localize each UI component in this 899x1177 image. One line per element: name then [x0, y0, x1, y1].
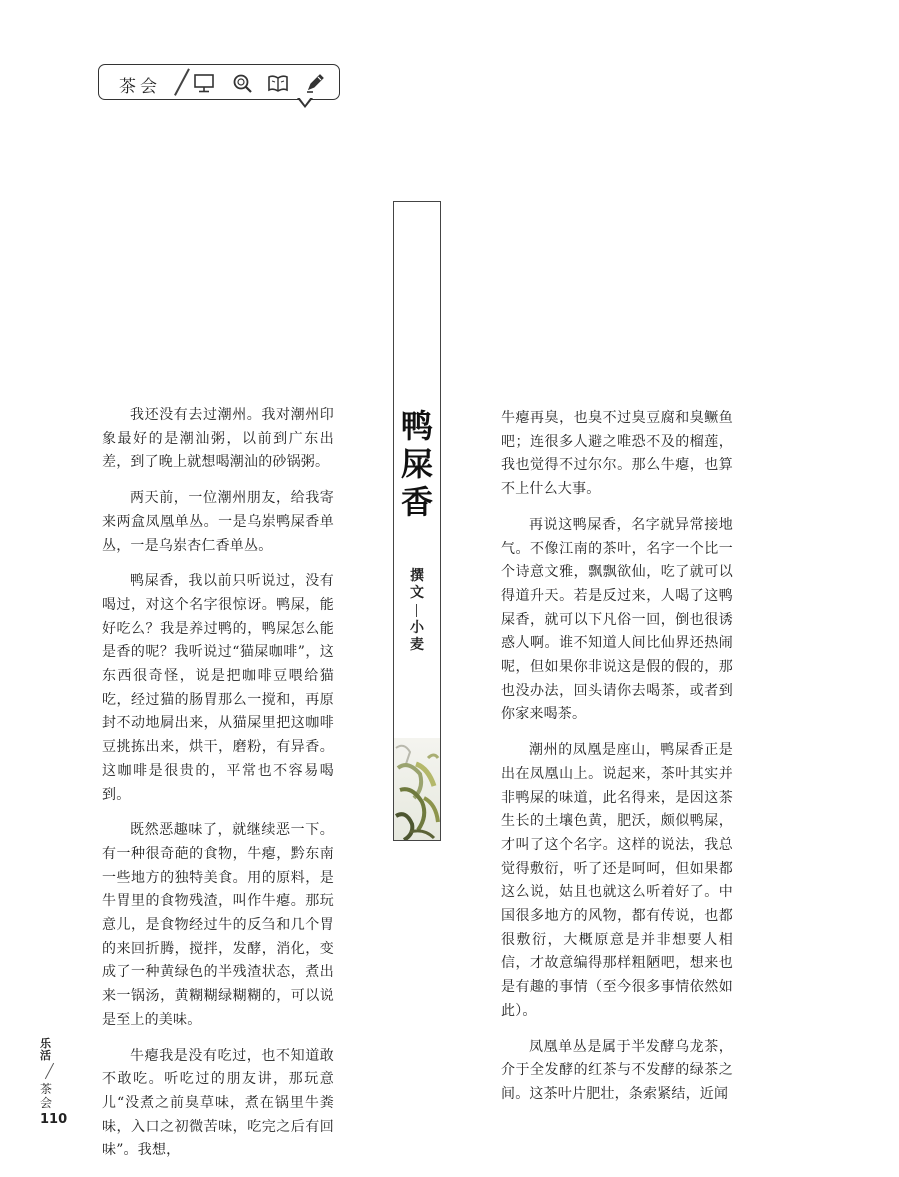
- article-left-column: [102, 404, 334, 1175]
- paragraph: 再说这鸭屎香，名字就异常接地气。不像江南的茶叶，名字一个比一个诗意文雅，飘飘欲仙，吃了就可以得道升天。若是反过来，人喝了这鸭屎香，就可以下凡俗一回，倒也很诱惑人啊。谁不知道人间比仙界还热闹呢，但如果你非说这是假的假的，那也没办法，回头请你去喝茶，或者到你家来喝茶。: [501, 516, 733, 723]
- paragraph: 牛瘪再臭，也臭不过臭豆腐和臭鳜鱼吧；连很多人避之唯恐不及的榴莲，我也觉得不过尔尔。那么牛瘪，也算不上什么大事。: [501, 410, 733, 498]
- tab-title: 茶会: [119, 77, 161, 97]
- tab-divider: [174, 68, 189, 95]
- title-bar: [393, 201, 441, 841]
- paragraph: 两天前，一位潮州朋友，给我寄来两盒凤凰单丛。一是乌岽鸭屎香单丛，一是乌岽杏仁香单丛。: [102, 490, 334, 554]
- byline-label: 撰文: [410, 568, 424, 601]
- tab-pointer-fill: [299, 97, 311, 105]
- magnifier-icon: [231, 72, 253, 94]
- folio-divider: [45, 1063, 54, 1079]
- page-folio: [40, 1037, 68, 1127]
- article-right-column: [501, 407, 733, 1119]
- byline-divider: [416, 604, 417, 617]
- paragraph: 潮州的凤凰是座山，鸭屎香正是出在凤凰山上。说起来，茶叶其实并非鸭屎的味道，此名得来，是因这茶生长的土壤色黄，肥沃，颇似鸭屎，才叫了这个名字。这样的说法，我总觉得敷衍，听了还是呵呵，但如果都这么说，姑且也就这么听着好了。中国很多地方的风物，都有传说，也都很敷衍，大概原意是并非想要人相信，才故意编得那样粗陋吧，想来也是有趣的事情（至今很多事情依然如此）。: [501, 742, 733, 1019]
- byline-author: 小麦: [410, 620, 424, 653]
- monitor-icon: [193, 72, 215, 94]
- page-number: 110: [40, 1112, 68, 1127]
- folio-column: 茶会: [40, 1082, 53, 1110]
- paragraph: 凤凰单丛是属于半发酵乌龙茶，介于全发酵的红茶与不发酵的绿茶之间。这茶叶片肥壮，条索紧结，近闻: [501, 1038, 733, 1102]
- pencil-icon: [304, 72, 326, 94]
- paragraph: 我还没有去过潮州。我对潮州印象最好的是潮汕粥，以前到广东出差，到了晚上就想喝潮汕的砂锅粥。: [102, 407, 334, 471]
- paragraph: 既然恶趣味了，就继续恶一下。有一种很奇葩的食物，牛瘪，黔东南一些地方的独特美食。用的原料，是牛胃里的食物残渣，叫作牛瘪。那玩意儿，是食物经过牛的反刍和几个胃的来回折腾，搅拌，发酵，消化，变成了一种黄绿色的半残渣状态，煮出来一锅汤，黄糊糊绿糊糊的，可以说是至上的美味。: [102, 822, 334, 1028]
- header-tab: [98, 64, 340, 100]
- paragraph: 鸭屎香，我以前只听说过，没有喝过，对这个名字很惊讶。鸭屎，能好吃么？我是养过鸭的，鸭屎怎么能是香的呢？我听说过“猫屎咖啡”，这东西很奇怪，说是把咖啡豆喂给猫吃，经过猫的肠胃那么一搅和，再原封不动地屙出来，从猫屎里把这咖啡豆挑拣出来，烘干，磨粉，有异香。这咖啡是很贵的，平常也不容易喝到。: [102, 573, 334, 803]
- article-title: 鸭屎香: [400, 407, 433, 521]
- open-book-icon: [267, 72, 289, 94]
- folio-section: 乐活: [40, 1037, 51, 1062]
- tea-leaves-photo: [394, 738, 440, 841]
- paragraph: 牛瘪我是没有吃过，也不知道敢不敢吃。听吃过的朋友讲，那玩意儿“没煮之前臭草味，煮在锅里牛粪味，入口之初微苦味，吃完之后有回味”。我想，: [102, 1047, 334, 1159]
